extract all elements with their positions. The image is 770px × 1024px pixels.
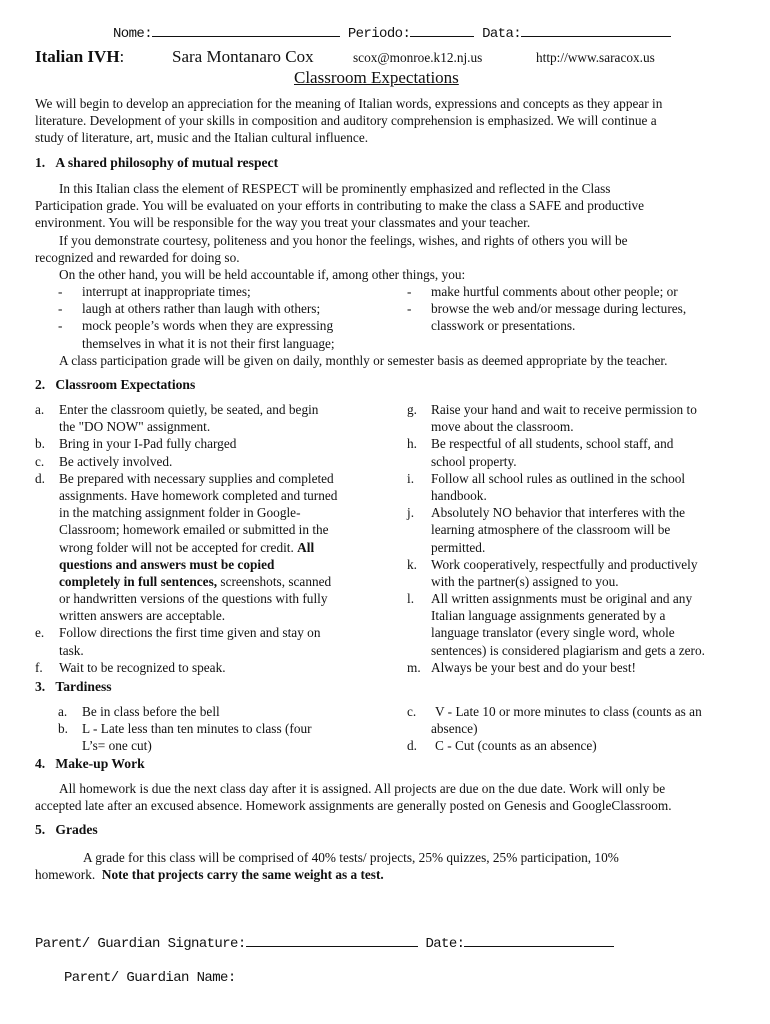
list-item: c. V - Late 10 or more minutes to class (counts as an [407, 704, 702, 719]
list-item: j. Absolutely NO behavior that interferes with the [407, 505, 686, 521]
respect-list-left: - interrupt at inappropriate times; - laugh at others rather than laugh with others; - mock people’s words when they are expressing themselves in what it is not their first language; [58, 283, 398, 352]
teacher-name: Sara Montanaro Cox [172, 47, 314, 66]
teacher-website: http://www.saracox.us [536, 50, 655, 65]
period-blank [410, 24, 474, 37]
section-4-body: All homework is due the next class day after it is assigned. All projects are due on the due date. Work will only be accepted late after an excused absence. Homework assignments are generally posted on Genesis and GoogleClassroom. [35, 781, 672, 814]
footer-date-label: Date: [425, 936, 465, 952]
section-3-heading: 3. Tardiness [35, 679, 112, 694]
list-item: - interrupt at inappropriate times; [58, 284, 251, 299]
list-item: d. Be prepared with necessary supplies and completed [35, 470, 334, 486]
section-1-heading: 1. A shared philosophy of mutual respect [35, 155, 279, 170]
intro-paragraph: We will begin to develop an appreciation for the meaning of Italian words, expressions and concepts as they appear in literature. Development of your skills in composition and auditory comprehension is emphasized. We will continue a study of literature, art, music and the Italian cultural influence. [35, 96, 663, 146]
section-5-body: A grade for this class will be comprised of 40% tests/ projects, 25% quizzes, 25% participation, 10% homework. Note that projects carry the same weight as a test. [35, 850, 619, 883]
signature-label: Parent/ Guardian Signature: [35, 936, 246, 952]
tardiness-list-left: a. Be in class before the bell b. L - Late less than ten minutes to class (four L’s= one cut) [58, 703, 388, 755]
list-item: - browse the web and/or message during lectures, [407, 301, 687, 317]
list-item: - mock people’s words when they are expressing [58, 318, 334, 334]
page-title: Classroom Expectations [294, 68, 459, 87]
list-item: d. C - Cut (counts as an absence) [407, 738, 597, 754]
list-item: b. Bring in your I-Pad fully charged [35, 436, 237, 452]
signature-blank [246, 934, 418, 947]
footer-date-blank [464, 934, 614, 947]
list-item: c. Be actively involved. [35, 453, 173, 469]
list-item: - laugh at others rather than laugh with others; [58, 301, 321, 317]
section-5-heading: 5. Grades [35, 822, 98, 837]
list-item: m. Always be your best and do your best! [407, 659, 636, 675]
signature-row [35, 934, 614, 952]
list-item: k. Work cooperatively, respectfully and productively [407, 556, 698, 572]
name-blank [152, 24, 340, 37]
list-item: h. Be respectful of all students, school staff, and [407, 436, 674, 452]
expectations-list-right: g. Raise your hand and wait to receive permission to move about the classroom. h. Be respectful of all students, school staff, and school property. i. Follow all school rules as outlined in the school handbook. j. Absolutely NO behavior that interferes with the learning atmosphere of the classroom will be permitted. k. Work cooperatively, respectfully and productively with the partner(s) assigned to you. l. All written assignments must be original and any Italian language assignments generated by a language translator (every single word, whole sentences) is considered plagiarism and gets a zero. m. Always be your best and do your best! [407, 401, 752, 676]
teacher-email: scox@monroe.k12.nj.us [353, 50, 483, 65]
guardian-name-label: Parent/ Guardian Name: [64, 970, 236, 986]
course-name: Italian IVH: [35, 47, 125, 66]
section-4-heading: 4. Make-up Work [35, 756, 145, 771]
list-item: f. Wait to be recognized to speak. [35, 659, 226, 675]
date-label: Data: [482, 26, 522, 42]
list-item: g. Raise your hand and wait to receive permission to [407, 402, 697, 417]
list-item: a. Enter the classroom quietly, be seated, and begin [35, 402, 319, 417]
expectations-list-left: a. Enter the classroom quietly, be seated, and begin the "DO NOW" assignment. b. Bring in your I-Pad fully charged c. Be actively involved. d. Be prepared with necessary supplies and completed assignments. Have homework completed and turned in the matching assignment folder in Google- Classroom; homework emailed or submitted in the wrong folder will not be accepted for credit. All questions and answers must be copied completely in full sentences, screenshots, scanned or handwritten versions of the questions with fully written answers are acceptable. e. Follow directions the first time given and stay on task. f. Wait to be recognized to speak. [35, 401, 395, 676]
list-item: b. L - Late less than ten minutes to class (four [58, 721, 312, 737]
header-fields-row [113, 24, 671, 42]
list-item: e. Follow directions the first time given and stay on [35, 625, 321, 641]
list-item: i. Follow all school rules as outlined in the school [407, 470, 686, 486]
section-2-heading: 2. Classroom Expectations [35, 377, 196, 392]
name-label: Nome: [113, 26, 153, 42]
list-item: a. Be in class before the bell [58, 704, 220, 719]
section-1-body: In this Italian class the element of RESPECT will be prominently emphasized and reflected in the Class Participation grade. You will be evaluated on your efforts in contributing to make the class a SAFE and productive environment. You will be responsible for the way you treat your classmates and your teacher. If you demonstrate courtesy, politeness and you honor the feelings, wishes, and rights of others you will be recognized and rewarded for doing so. On the other hand, you will be held accountable if, among other things, you: [35, 181, 645, 282]
list-item: l. All written assignments must be original and any [407, 591, 693, 607]
section-1-closing: A class participation grade will be given on daily, monthly or semester basis as deemed appropriate by the teacher. [59, 353, 668, 368]
respect-list-right: - make hurtful comments about other people; or - browse the web and/or message during lectures, classwork or presentations. [407, 283, 747, 335]
list-item: - make hurtful comments about other people; or [407, 284, 678, 299]
tardiness-list-right: c. V - Late 10 or more minutes to class (counts as an absence) d. C - Cut (counts as an absence) [407, 703, 752, 755]
date-blank [521, 24, 671, 37]
period-label: Periodo: [347, 26, 411, 42]
